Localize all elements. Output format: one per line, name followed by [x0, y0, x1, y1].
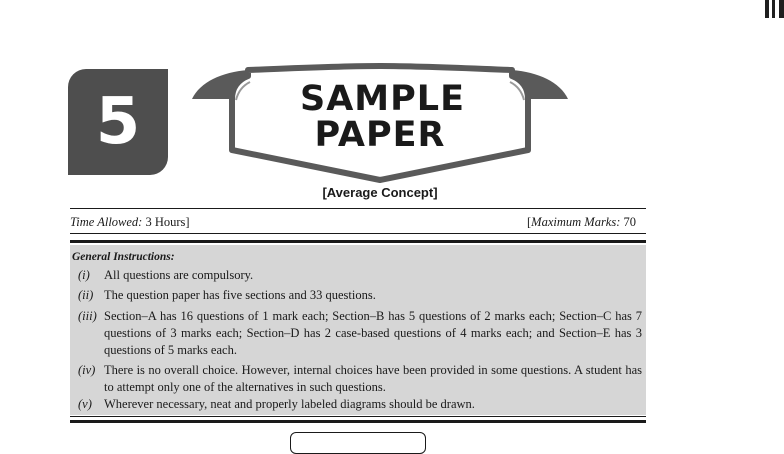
instruction-text: Wherever necessary, neat and properly labeled diagrams should be drawn.: [104, 397, 475, 411]
instruction-number: (iii): [78, 309, 97, 323]
top-rule: [70, 208, 646, 209]
bottom-rule-thick: [70, 420, 646, 423]
instruction-item: [78, 287, 642, 304]
general-instructions-heading: General Instructions:: [72, 251, 175, 263]
instruction-number: (i): [78, 268, 90, 282]
marks-label: Maximum Marks:: [531, 215, 621, 229]
title-line-paper: PAPER: [314, 115, 446, 155]
maximum-marks: [527, 214, 636, 230]
instruction-number: (v): [78, 397, 92, 411]
title-line-sample: SAMPLE: [300, 79, 465, 119]
instruction-text: Section–A has 16 questions of 1 mark each; Section–B has 5 questions of 2 marks each; Section–C has 7 questions of 3 marks each; Section–D has 2 case-based questions of 4 marks each; and Section–E has 3 questions of 5 marks each.: [104, 309, 642, 357]
instruction-item: [78, 362, 642, 396]
paper-number: 5: [95, 85, 141, 159]
time-label: Time Allowed:: [70, 215, 143, 229]
time-value: 3 Hours]: [145, 215, 190, 229]
instruction-number: (ii): [78, 288, 94, 302]
meta-bottom-rule-thick: [70, 240, 646, 243]
paper-subtitle: [Average Concept]: [322, 185, 438, 200]
meta-bottom-rule: [70, 233, 646, 234]
instruction-text: All questions are compulsory.: [104, 268, 254, 282]
instruction-item: [78, 308, 642, 359]
section-label-box: [290, 432, 426, 454]
instruction-text: There is no overall choice. However, internal choices have been provided in some questions. A student has to attempt only one of the alternatives in such questions.: [104, 363, 642, 394]
instruction-text: The question paper has five sections and 33 questions.: [104, 288, 376, 302]
marks-value: 70: [623, 215, 637, 229]
instruction-item: [78, 267, 642, 284]
bottom-rule-thin: [70, 416, 646, 417]
instruction-item: [78, 396, 642, 413]
time-allowed: [70, 214, 190, 230]
instruction-number: (iv): [78, 363, 96, 377]
marks-bracket: [: [527, 215, 532, 229]
